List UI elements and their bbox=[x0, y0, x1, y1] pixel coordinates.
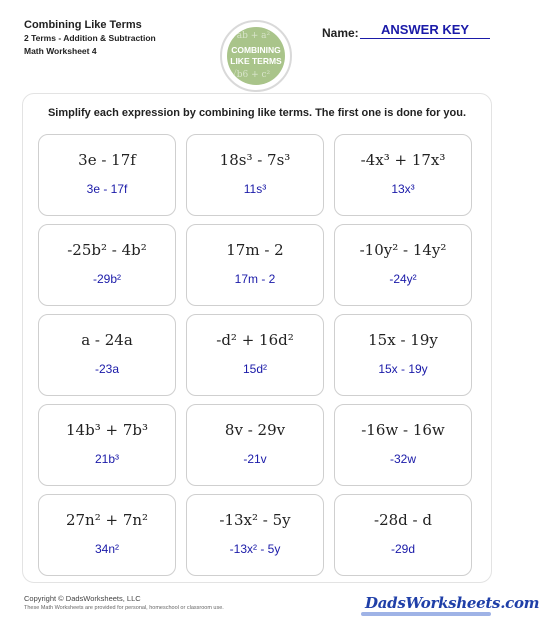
problem-expression: -13x² - 5y bbox=[219, 511, 291, 529]
problem-expression: -4x³ + 17x³ bbox=[360, 151, 446, 169]
logo-underline bbox=[361, 612, 491, 616]
problem-card bbox=[186, 134, 324, 216]
problem-card bbox=[38, 494, 176, 576]
problem-answer: 34n² bbox=[94, 542, 120, 556]
problem-expression: 8v - 29v bbox=[224, 421, 286, 439]
disclaimer-text: These Math Worksheets are provided for personal, homeschool or classroom use. bbox=[24, 605, 224, 611]
problem-answer: -24y² bbox=[389, 272, 417, 286]
problem-card bbox=[186, 404, 324, 486]
topic-badge bbox=[220, 20, 292, 92]
problem-answer: 21b³ bbox=[94, 452, 120, 466]
problem-answer: 15d² bbox=[242, 362, 268, 376]
problem-card bbox=[186, 494, 324, 576]
problem-answer: 3e - 17f bbox=[86, 182, 128, 196]
problem-answer: 13x³ bbox=[391, 182, 415, 196]
badge-line-2: LIKE TERMS bbox=[230, 56, 282, 66]
problem-expression: 3e - 17f bbox=[78, 151, 136, 169]
problem-expression: 14b³ + 7b³ bbox=[66, 421, 148, 439]
problem-card bbox=[334, 404, 472, 486]
badge-circle bbox=[227, 27, 285, 85]
problem-answer: 11s³ bbox=[243, 182, 267, 196]
worksheet-number: Math Worksheet 4 bbox=[24, 46, 97, 56]
problem-answer: 15x - 19y bbox=[378, 362, 428, 376]
problem-answer: -29d bbox=[390, 542, 416, 556]
problem-card bbox=[334, 224, 472, 306]
problem-expression: -28d - d bbox=[374, 511, 432, 529]
problem-card bbox=[38, 134, 176, 216]
worksheet-header bbox=[24, 18, 156, 58]
problem-answer: -32w bbox=[389, 452, 416, 466]
worksheet-title: Combining Like Terms bbox=[24, 19, 142, 31]
problem-card bbox=[334, 134, 472, 216]
problem-answer: -21v bbox=[243, 452, 267, 466]
problem-answer: -23a bbox=[94, 362, 120, 376]
problem-answer: -13x² - 5y bbox=[229, 542, 281, 556]
badge-text bbox=[227, 45, 285, 67]
problem-card bbox=[186, 314, 324, 396]
logo-text: DadsWorksheets.com bbox=[365, 594, 539, 612]
problem-card bbox=[38, 224, 176, 306]
problem-expression: -25b² - 4b² bbox=[67, 241, 147, 259]
name-label: Name: bbox=[322, 26, 359, 40]
badge-line-1: COMBINING bbox=[231, 45, 281, 55]
copyright-text: Copyright © DadsWorksheets, LLC bbox=[24, 594, 141, 603]
problem-expression: -16w - 16w bbox=[361, 421, 445, 439]
problem-card bbox=[334, 494, 472, 576]
problem-expression: -d² + 16d² bbox=[216, 331, 294, 349]
problem-answer: 17m - 2 bbox=[234, 272, 276, 286]
worksheet-subtitle: 2 Terms - Addition & Subtraction bbox=[24, 33, 156, 43]
badge-decoration-top: √ab + a² bbox=[231, 31, 271, 41]
problem-expression: 15x - 19y bbox=[368, 331, 438, 349]
footer bbox=[24, 594, 224, 612]
problem-card bbox=[334, 314, 472, 396]
problem-expression: a - 24a bbox=[81, 331, 133, 349]
problem-answer: -29b² bbox=[92, 272, 121, 286]
problem-expression: 27n² + 7n² bbox=[65, 511, 149, 529]
site-logo bbox=[355, 590, 539, 620]
badge-decoration-bottom: √b6 + c² bbox=[231, 70, 271, 80]
problem-card bbox=[186, 224, 324, 306]
problem-expression: 17m - 2 bbox=[226, 241, 284, 259]
problem-expression: -10y² - 14y² bbox=[359, 241, 447, 259]
problem-expression: 18s³ - 7s³ bbox=[219, 151, 291, 169]
problem-card bbox=[38, 404, 176, 486]
instructions: Simplify each expression by combining like terms. The first one is done for you. bbox=[47, 107, 467, 119]
problem-card bbox=[38, 314, 176, 396]
name-field: ANSWER KEY bbox=[360, 22, 490, 39]
